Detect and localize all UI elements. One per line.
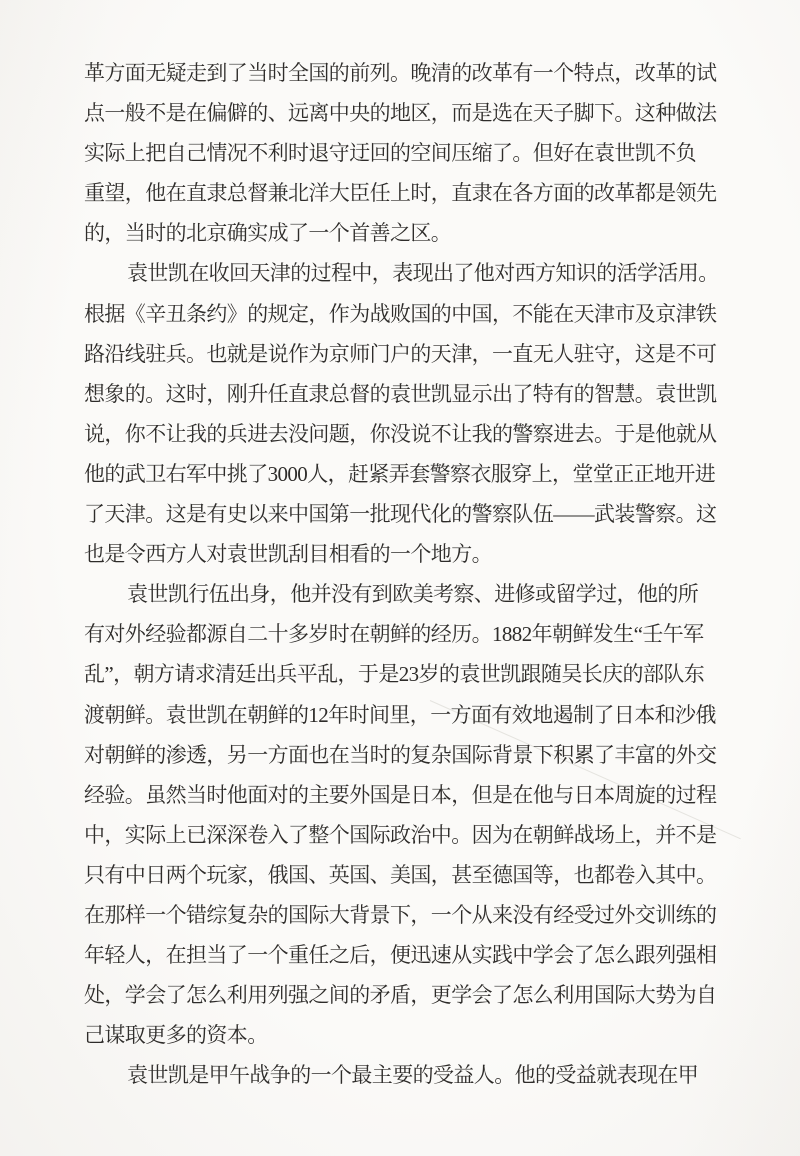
- text-line: 中，实际上已深深卷入了整个国际政治中。因为在朝鲜战场上，并不是: [84, 822, 717, 847]
- text-line: 渡朝鲜。袁世凯在朝鲜的12年时间里，一方面有效地遏制了日本和沙俄: [84, 702, 716, 727]
- text-line: 路沿线驻兵。也就是说作为京师门户的天津，一直无人驻守，这是不可: [84, 341, 717, 366]
- text-line: 他的武卫右军中挑了3000人，赶紧弄套警察衣服穿上，堂堂正正地开进: [84, 461, 716, 486]
- text-line: 对朝鲜的渗透，另一方面也在当时的复杂国际背景下积累了丰富的外交: [84, 742, 717, 767]
- text-line: 的，当时的北京确实成了一个首善之区。: [84, 221, 452, 246]
- text-line: 乱”，朝方请求清廷出兵平乱，于是23岁的袁世凯跟随吴长庆的部队东: [84, 662, 705, 687]
- text-line: 根据《辛丑条约》的规定，作为战败国的中国，不能在天津市及京津铁: [84, 301, 717, 326]
- text-line: 袁世凯行伍出身，他并没有到欧美考察、进修或留学过，他的所: [127, 582, 699, 607]
- text-line: 只有中日两个玩家，俄国、英国、美国，甚至德国等，也都卷入其中。: [84, 862, 717, 887]
- text-line: 想象的。这时，刚升任直隶总督的袁世凯显示出了特有的智慧。袁世凯: [84, 381, 717, 406]
- text-line: 重望，他在直隶总督兼北洋大臣任上时，直隶在各方面的改革都是领先: [84, 181, 717, 206]
- text-line: 己谋取更多的资本。: [84, 1023, 268, 1048]
- text-line: 袁世凯是甲午战争的一个最主要的受益人。他的受益就表现在甲: [127, 1063, 699, 1088]
- text-line: 也是令西方人对袁世凯刮目相看的一个地方。: [84, 542, 492, 567]
- text-line: 在那样一个错综复杂的国际大背景下，一个从来没有经受过外交训练的: [84, 902, 717, 927]
- text-line: 了天津。这是有史以来中国第一批现代化的警察队伍——武装警察。这: [84, 502, 717, 527]
- text-line: 革方面无疑走到了当时全国的前列。晚清的改革有一个特点，改革的试: [84, 61, 717, 85]
- body-text: [84, 53, 756, 1095]
- text-line: 点一般不是在偏僻的、远离中央的地区，而是选在天子脚下。这种做法: [84, 101, 717, 126]
- text-line: 经验。虽然当时他面对的主要外国是日本，但是在他与日本周旋的过程: [84, 782, 717, 807]
- text-line: 有对外经验都源自二十多岁时在朝鲜的经历。1882年朝鲜发生“壬午军: [84, 622, 704, 647]
- text-line: 处，学会了怎么利用列强之间的矛盾，更学会了怎么利用国际大势为自: [84, 983, 717, 1008]
- text-line: 实际上把自己情况不利时退守迂回的空间压缩了。但好在袁世凯不负: [84, 141, 696, 166]
- text-line: 年轻人，在担当了一个重任之后，便迅速从实践中学会了怎么跟列强相: [84, 943, 717, 968]
- text-line: 说，你不让我的兵进去没问题，你没说不让我的警察进去。于是他就从: [84, 421, 717, 446]
- text-line: 袁世凯在收回天津的过程中，表现出了他对西方知识的活学活用。: [127, 261, 719, 286]
